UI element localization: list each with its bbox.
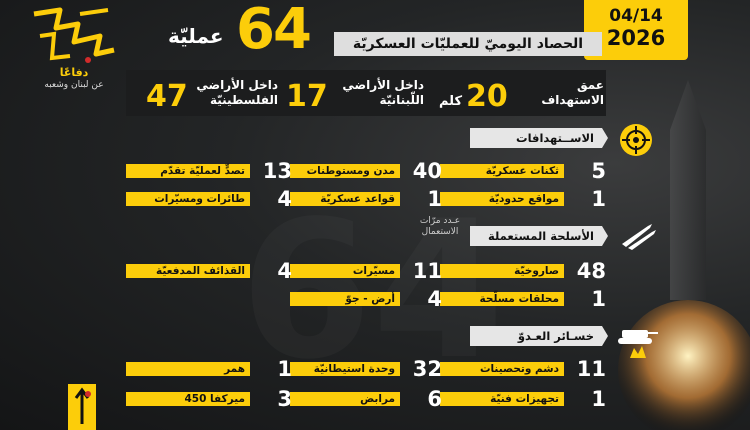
targets-count-1: 40: [412, 159, 442, 183]
weapons-label-2: القذائف المدفعيّة: [126, 264, 250, 278]
missile-icon: [618, 220, 658, 250]
losses-label-5: ميركفا 450: [126, 392, 250, 406]
losses-count-4: 6: [427, 387, 442, 411]
losses-label-3: تجهيزات فنيّة: [440, 392, 564, 406]
targets-count-2: 13: [262, 159, 292, 183]
summary-lebanon-label: داخل الأراضي اللّبنانيّة: [342, 78, 424, 107]
summary-depth-label: عمق الاستهداف: [541, 78, 604, 107]
date-day-month: 04/14: [609, 6, 663, 26]
targets-label-1: مدن ومستوطنات: [290, 164, 400, 178]
targets-label-5: طائرات ومسيّرات: [126, 192, 250, 206]
targets-count-4: 1: [427, 187, 442, 211]
weapons-label-4: أرض - جوّ: [290, 292, 400, 306]
tank-explosion-icon: [616, 322, 660, 358]
losses-count-2: 1: [277, 357, 292, 381]
losses-label-2: همر: [126, 362, 250, 376]
losses-label-1: وحدة استيطانيّة: [290, 362, 400, 376]
targets-count-5: 4: [277, 187, 292, 211]
targets-label-3: مواقع حدوديّة: [440, 192, 564, 206]
section-losses-header: خسـائر العـدوّ: [470, 326, 602, 346]
weapons-label-0: صاروخيّة: [440, 264, 564, 278]
weapons-label-1: مسيّرات: [290, 264, 400, 278]
targets-label-4: قواعد عسكريّة: [290, 192, 400, 206]
weapons-usage-note: عـدد مرّات الاستعمال: [419, 216, 461, 237]
targets-count-0: 5: [591, 159, 606, 183]
summary-depth-value: 20: [466, 79, 508, 114]
summary-palestine-value: 47: [146, 79, 188, 114]
weapons-count-1: 11: [412, 259, 442, 283]
summary-lebanon-value: 17: [286, 79, 328, 114]
losses-count-1: 32: [412, 357, 442, 381]
date-year: 2026: [606, 26, 666, 50]
losses-label-4: مرابض: [290, 392, 400, 406]
section-targets-header: الاســتهدافات: [470, 128, 602, 148]
party-emblem-icon: [68, 384, 96, 430]
weapons-count-0: 48: [576, 259, 606, 283]
losses-count-0: 11: [576, 357, 606, 381]
targets-label-0: ثكنات عسكريّة: [440, 164, 564, 178]
summary-palestine-label: داخل الأراضي الفلسطينيّة: [196, 78, 278, 107]
operations-count: 64: [236, 0, 310, 62]
losses-label-0: دشم وتحصينات: [440, 362, 564, 376]
weapons-label-3: محلقات مسلّحة: [440, 292, 564, 306]
targets-count-3: 1: [591, 187, 606, 211]
targets-label-2: تصدٍّ لعمليّة تقدّم: [126, 164, 250, 178]
summary-depth-unit: كلم: [438, 94, 462, 109]
section-weapons-header: الأسلحة المستعملة: [470, 226, 602, 246]
logo-subtitle: دفاعًا: [59, 66, 89, 79]
losses-count-3: 1: [591, 387, 606, 411]
weapons-count-2: 4: [277, 259, 292, 283]
weapons-count-4: 4: [427, 287, 442, 311]
weapons-count-3: 1: [591, 287, 606, 311]
operations-label: عمليّة: [168, 24, 224, 48]
losses-count-5: 3: [277, 387, 292, 411]
campaign-logo: [30, 6, 118, 66]
target-crosshair-icon: [620, 124, 652, 156]
page-title: الحصاد اليوميّ للعمليّات العسكريّة: [334, 32, 602, 56]
logo-tagline: عن لبنان وشعبه: [44, 80, 104, 90]
